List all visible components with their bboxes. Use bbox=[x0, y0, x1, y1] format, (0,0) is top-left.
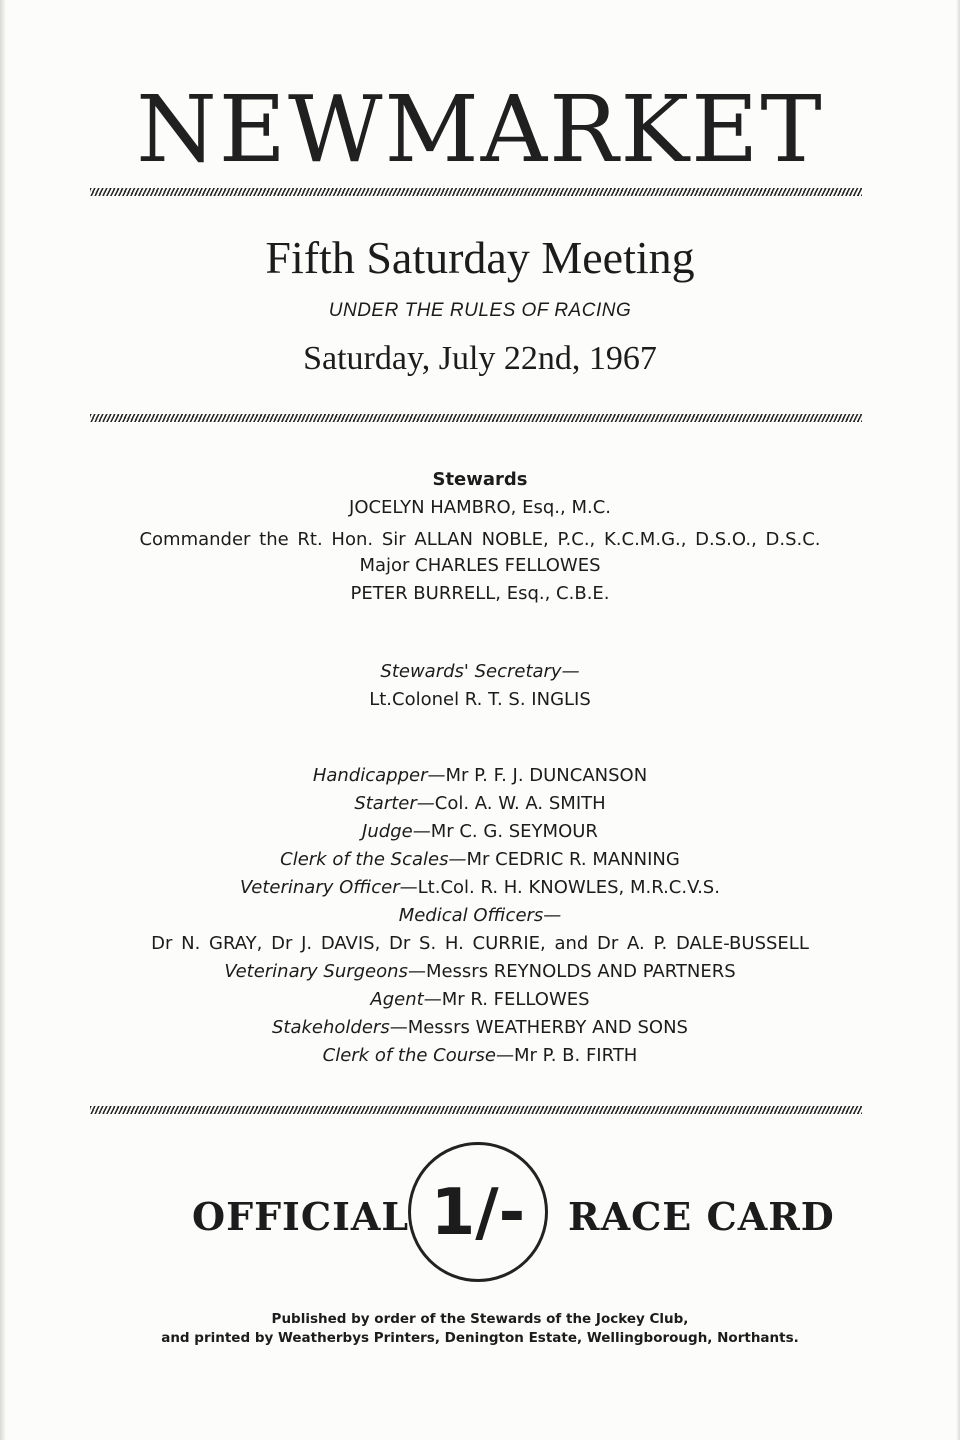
price-label: 1/- bbox=[430, 1176, 526, 1250]
officials-list bbox=[0, 762, 960, 1070]
secretary-role: Stewards' Secretary— bbox=[380, 661, 580, 682]
official-role: Starter bbox=[354, 793, 417, 814]
publisher-line-1: Published by order of the Stewards of the Jockey Club, bbox=[271, 1311, 689, 1327]
official-clerk-of-course bbox=[0, 1042, 960, 1070]
paper-edge-left bbox=[0, 0, 6, 1440]
official-role: Veterinary Surgeons bbox=[224, 961, 408, 982]
official-starter bbox=[0, 790, 960, 818]
official-name: —Mr CEDRIC R. MANNING bbox=[448, 849, 680, 870]
ornamental-rule-middle bbox=[90, 414, 862, 422]
official-agent bbox=[0, 986, 960, 1014]
official-medical-names: Dr N. GRAY, Dr J. DAVIS, Dr S. H. CURRIE, and Dr A. P. DALE-BUSSELL bbox=[151, 933, 809, 954]
secretary-name: Lt.Colonel R. T. S. INGLIS bbox=[369, 689, 591, 710]
meeting-date: Saturday, July 22nd, 1967 bbox=[303, 340, 657, 377]
official-stakeholders bbox=[0, 1014, 960, 1042]
official-veterinary-surgeons bbox=[0, 958, 960, 986]
official-judge bbox=[0, 818, 960, 846]
price-circle bbox=[408, 1142, 548, 1282]
venue-title: NEWMARKET bbox=[136, 76, 824, 183]
steward-name-3: Major CHARLES FELLOWES bbox=[359, 555, 601, 576]
official-role: Clerk of the Course bbox=[322, 1045, 497, 1066]
official-handicapper bbox=[0, 762, 960, 790]
official-name: —Mr R. FELLOWES bbox=[423, 989, 590, 1010]
official-role: Clerk of the Scales bbox=[280, 849, 449, 870]
stewards-heading: Stewards bbox=[432, 469, 528, 490]
official-name: —Col. A. W. A. SMITH bbox=[416, 793, 606, 814]
official-name: —Lt.Col. R. H. KNOWLES, M.R.C.V.S. bbox=[399, 877, 720, 898]
official-role: Handicapper bbox=[312, 765, 428, 786]
official-role: Stakeholders bbox=[271, 1017, 390, 1038]
official-veterinary-officer bbox=[0, 874, 960, 902]
race-card-label: RACE CARD bbox=[568, 1194, 835, 1239]
official-role: Agent bbox=[370, 989, 424, 1010]
official-medical-role: Medical Officers— bbox=[398, 905, 562, 926]
official-role: Judge bbox=[362, 821, 413, 842]
rules-line: UNDER THE RULES OF RACING bbox=[328, 300, 632, 321]
meeting-name: Fifth Saturday Meeting bbox=[265, 232, 695, 283]
ornamental-rule-bottom bbox=[90, 1106, 862, 1114]
official-name: —Messrs WEATHERBY AND SONS bbox=[389, 1017, 688, 1038]
publisher-line-2: and printed by Weatherbys Printers, Denington Estate, Wellingborough, Northants. bbox=[161, 1330, 799, 1346]
official-name: —Mr P. B. FIRTH bbox=[496, 1045, 638, 1066]
ornamental-rule-top bbox=[90, 188, 862, 196]
official-role: Veterinary Officer bbox=[240, 877, 400, 898]
steward-name-4: PETER BURRELL, Esq., C.B.E. bbox=[350, 583, 610, 604]
official-name: —Mr C. G. SEYMOUR bbox=[412, 821, 598, 842]
official-name: —Mr P. F. J. DUNCANSON bbox=[427, 765, 648, 786]
official-clerk-of-scales bbox=[0, 846, 960, 874]
steward-name-2: Commander the Rt. Hon. Sir ALLAN NOBLE, P.C., K.C.M.G., D.S.O., D.S.C. bbox=[139, 529, 821, 550]
official-name: —Messrs REYNOLDS AND PARTNERS bbox=[407, 961, 736, 982]
paper-edge-right bbox=[956, 0, 960, 1440]
official-label: OFFICIAL bbox=[192, 1194, 410, 1239]
steward-name-1: JOCELYN HAMBRO, Esq., M.C. bbox=[349, 497, 611, 518]
